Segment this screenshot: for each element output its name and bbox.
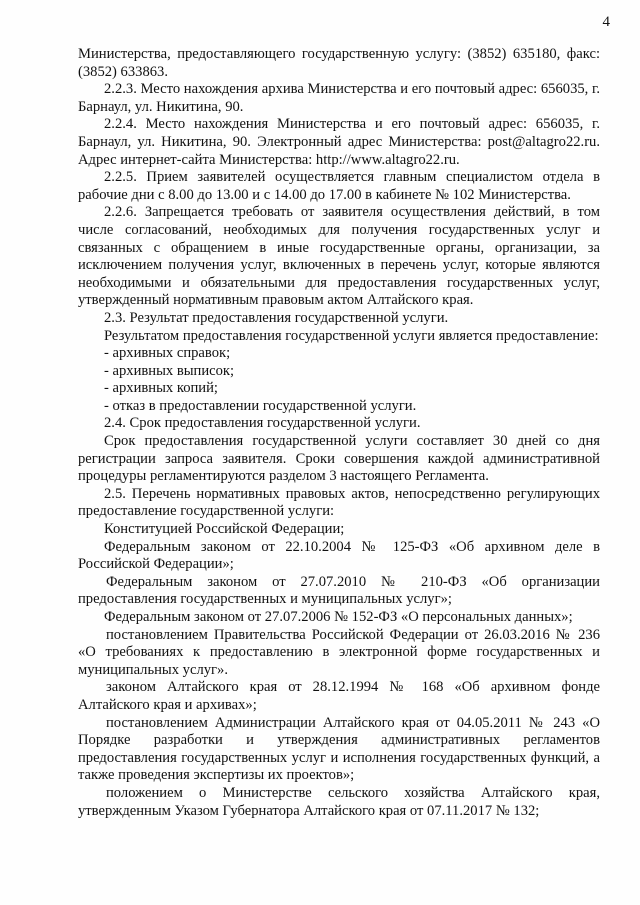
list-item: - архивных выписок; [104,362,235,379]
list-item: Конституцией Российской Федерации; [104,521,345,538]
section-heading: 2.3. Результат предоставления государственной услуги. [104,309,449,326]
paragraph: 2.2.5. Прием заявителей осуществляется главным специалистом отдела в рабочие дни с 8.00 до 13.00 и с 14.00 до 17.00 в кабинете № 102 Министерства. [78,169,600,203]
list-item: положением о Министерстве сельского хозяйства Алтайского края, утвержденным Указом Губернатора Алтайского края от 07.11.2017 № 132; [78,784,600,819]
list-item: постановлением Администрации Алтайского края от 04.05.2011 № 243 «О Порядке разработки и утверждения административных регламентов предоставления государственных услуг и исполнения государственных функций, а также проведения экспертизы их проектов»; [78,714,600,784]
section-heading: 2.4. Срок предоставления государственной услуги. [104,415,421,432]
list-item: - отказ в предоставлении государственной услуги. [104,397,417,414]
list-item: постановлением Правительства Российской Федерации от 26.03.2016 № 236 «О требованиях к предоставлению в электронной форме государственных и муниципальных услуг». [78,626,600,678]
list-item: законом Алтайского края от 28.12.1994 № 168 «Об архивном фонде Алтайского края и архивах»; [78,679,600,713]
list-item: - архивных справок; [104,345,231,362]
list-item: Федеральным законом от 27.07.2010 № 210-ФЗ «Об организации предоставления государственных и муниципальных услуг»; [78,573,600,608]
paragraph: Срок предоставления государственной услуги составляет 30 дней со дня регистрации запроса заявителя. Сроки совершения каждой административной процедуры регламентируются разделом 3 настоящего Регламента. [78,433,600,485]
paragraph: 2.2.6. Запрещается требовать от заявителя осуществления действий, в том числе согласований, необходимых для получения государственных услуг и связанных с обращением в иные государственные органы, организации, за исключением получения услуг, включенных в перечень услуг, которые являются необходимыми и обязательными для предоставления государственных услуг, утвержденный нормативным правовым актом Алтайского края. [78,204,600,309]
page-number: 4 [602,14,610,30]
paragraph: 2.2.3. Место нахождения архива Министерства и его почтовый адрес: 656035, г. Барнаул, ул. Никитина, 90. [78,81,600,115]
list-item: Федеральным законом от 22.10.2004 № 125-ФЗ «Об архивном деле в Российской Федерации»; [78,538,600,573]
list-item: Федеральным законом от 27.07.2006 № 152-ФЗ «О персональных данных»; [104,609,573,625]
list-item: - архивных копий; [104,380,218,397]
paragraph: Результатом предоставления государственной услуги является предоставление: [104,327,599,344]
document-body [78,46,600,820]
paragraph: 2.5. Перечень нормативных правовых актов, непосредственно регулирующих предоставление государственной услуги: [78,485,600,520]
paragraph: 2.2.4. Место нахождения Министерства и его почтовый адрес: 656035, г. Барнаул, ул. Никитина, 90. Электронный адрес Министерства: post@altagro22.ru. Адрес интернет-сайта Министерства: http://www.altagro22.ru. [78,116,600,168]
paragraph: Министерства, предоставляющего государственную услугу: (3852) 635180, факс: (3852) 633863. [78,46,600,80]
